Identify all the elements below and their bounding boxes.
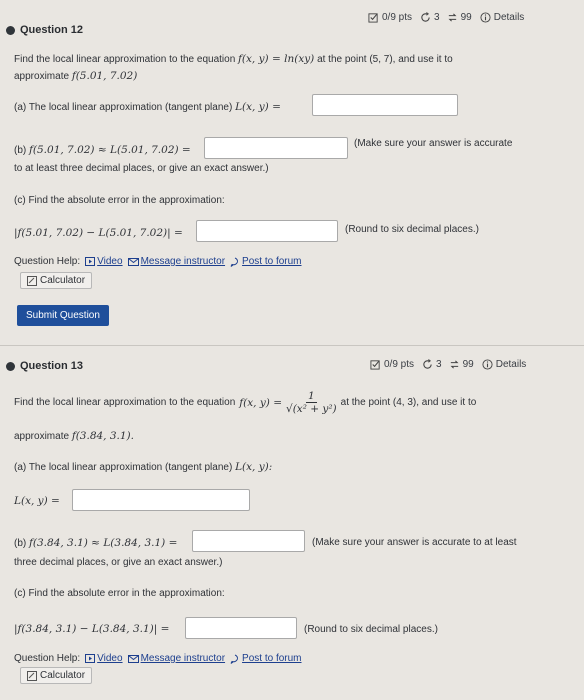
question-12-title: Question 12 [20, 24, 83, 36]
retry-icon [422, 359, 433, 370]
part-b-note: (Make sure your answer is accurate to at least [312, 537, 517, 548]
part-a-math: L(x, y) = [235, 101, 281, 113]
message-label: Message instructor [140, 653, 226, 664]
prompt-text: at the point (4, 3), and use it to [340, 397, 477, 408]
retries-count: 3 [434, 12, 440, 23]
video-icon [85, 654, 95, 663]
video-label: Video [97, 256, 123, 267]
edit-check-icon [368, 12, 379, 23]
message-instructor-link[interactable] [128, 256, 225, 267]
prompt-text: approximate [14, 71, 70, 82]
part-c-expression [14, 227, 183, 239]
question-help [14, 653, 302, 664]
target-expression: f(5.01, 7.02) [71, 70, 138, 82]
prompt-text: approximate [14, 431, 70, 442]
points-label: 0/9 pts [384, 359, 415, 370]
edit-check-icon [370, 359, 381, 370]
answer-b-input[interactable] [204, 137, 348, 159]
post-to-forum-link[interactable] [230, 256, 301, 267]
part-a-text: (a) The local linear approximation (tangent plane) [14, 102, 233, 113]
post-to-forum-link[interactable] [230, 653, 301, 664]
forum-label: Post to forum [242, 653, 302, 664]
answer-c-input[interactable] [185, 617, 297, 639]
answer-a-input[interactable] [312, 94, 458, 116]
part-c-label: (c) Find the absolute error in the approximation: [14, 195, 225, 206]
part-a-label [14, 101, 281, 113]
question-13-prompt-line1 [14, 390, 476, 415]
forum-label: Post to forum [242, 256, 302, 267]
points-label: 0/9 pts [382, 12, 413, 23]
video-link[interactable] [85, 256, 122, 267]
prompt-text: Find the local linear approximation to the equation [14, 397, 236, 408]
info-icon [482, 359, 493, 370]
help-label: Question Help: [14, 256, 81, 267]
answer-b-input[interactable] [192, 530, 305, 552]
question-help [14, 256, 302, 267]
video-label: Video [97, 653, 123, 664]
message-instructor-link[interactable] [128, 653, 225, 664]
submit-question-button[interactable]: Submit Question [17, 305, 109, 326]
question-12-bullet [6, 26, 15, 35]
target-expression: f(3.84, 3.1). [71, 430, 134, 442]
forum-icon [230, 654, 240, 664]
calculator-icon [27, 671, 37, 681]
part-b-note-2: three decimal places, or give an exact answer.) [14, 557, 223, 568]
retries-count: 3 [436, 359, 442, 370]
mail-icon [128, 258, 139, 266]
info-icon [480, 12, 491, 23]
part-c-math: |f(5.01, 7.02) − L(5.01, 7.02)| = [14, 227, 183, 239]
part-c-note: (Round to six decimal places.) [304, 624, 438, 635]
details-link[interactable]: Details [495, 359, 527, 370]
part-b-math: f(5.01, 7.02) ≈ L(5.01, 7.02) = [29, 144, 191, 156]
calculator-label: Calculator [40, 670, 86, 681]
attempts-icon [447, 12, 458, 23]
mail-icon [128, 655, 139, 663]
part-c-expression [14, 623, 169, 635]
details-link[interactable]: Details [493, 12, 525, 23]
part-b-note: (Make sure your answer is accurate [354, 138, 513, 149]
part-c-math: |f(3.84, 3.1) − L(3.84, 3.1)| = [14, 623, 170, 635]
function-lhs: f(x, y) = [239, 396, 282, 409]
calculator-button[interactable] [20, 272, 92, 289]
attempts-count: 99 [462, 359, 474, 370]
part-b-text: (b) [14, 538, 27, 549]
part-a-math: L(x, y) = [14, 495, 60, 507]
calculator-label: Calculator [40, 275, 86, 286]
fraction-denominator: √(x² + y²) [286, 403, 337, 415]
part-c-note: (Round to six decimal places.) [345, 224, 479, 235]
question-13-prompt-line2 [14, 430, 134, 442]
attempts-count: 99 [460, 12, 472, 23]
question-13-bullet [6, 362, 15, 371]
part-b-math: f(3.84, 3.1) ≈ L(3.84, 3.1) = [29, 537, 178, 549]
question-13-title: Question 13 [20, 360, 83, 372]
video-icon [85, 257, 95, 266]
fraction-numerator: 1 [307, 390, 315, 402]
retry-icon [420, 12, 431, 23]
part-b-label [14, 537, 177, 549]
part-b-note-2: to at least three decimal places, or give an exact answer.) [14, 163, 269, 174]
part-b-text: (b) [14, 145, 27, 156]
part-c-label: (c) Find the absolute error in the approximation: [14, 588, 225, 599]
question-divider [0, 345, 584, 346]
part-a-label [14, 461, 272, 473]
help-label: Question Help: [14, 653, 81, 664]
function-fraction [286, 390, 337, 415]
prompt-text: Find the local linear approximation to the equation [14, 54, 236, 65]
question-12-meta [368, 12, 524, 23]
video-link[interactable] [85, 653, 122, 664]
question-12-prompt-line1 [14, 53, 453, 65]
part-b-label [14, 144, 191, 156]
calculator-button[interactable] [20, 667, 92, 684]
calculator-icon [27, 276, 37, 286]
answer-a-input[interactable] [72, 489, 250, 511]
question-12-prompt-line2 [14, 70, 137, 82]
attempts-icon [449, 359, 460, 370]
answer-c-input[interactable] [196, 220, 338, 242]
part-a-label-math: L(x, y): [235, 461, 273, 473]
part-a-expression [14, 495, 60, 507]
question-13-meta [370, 359, 526, 370]
function-expression: f(x, y) = ln(xy) [238, 53, 315, 65]
prompt-text: at the point (5, 7), and use it to [317, 54, 453, 65]
part-a-text: (a) The local linear approximation (tangent plane) [14, 462, 233, 473]
forum-icon [230, 257, 240, 267]
message-label: Message instructor [140, 256, 226, 267]
